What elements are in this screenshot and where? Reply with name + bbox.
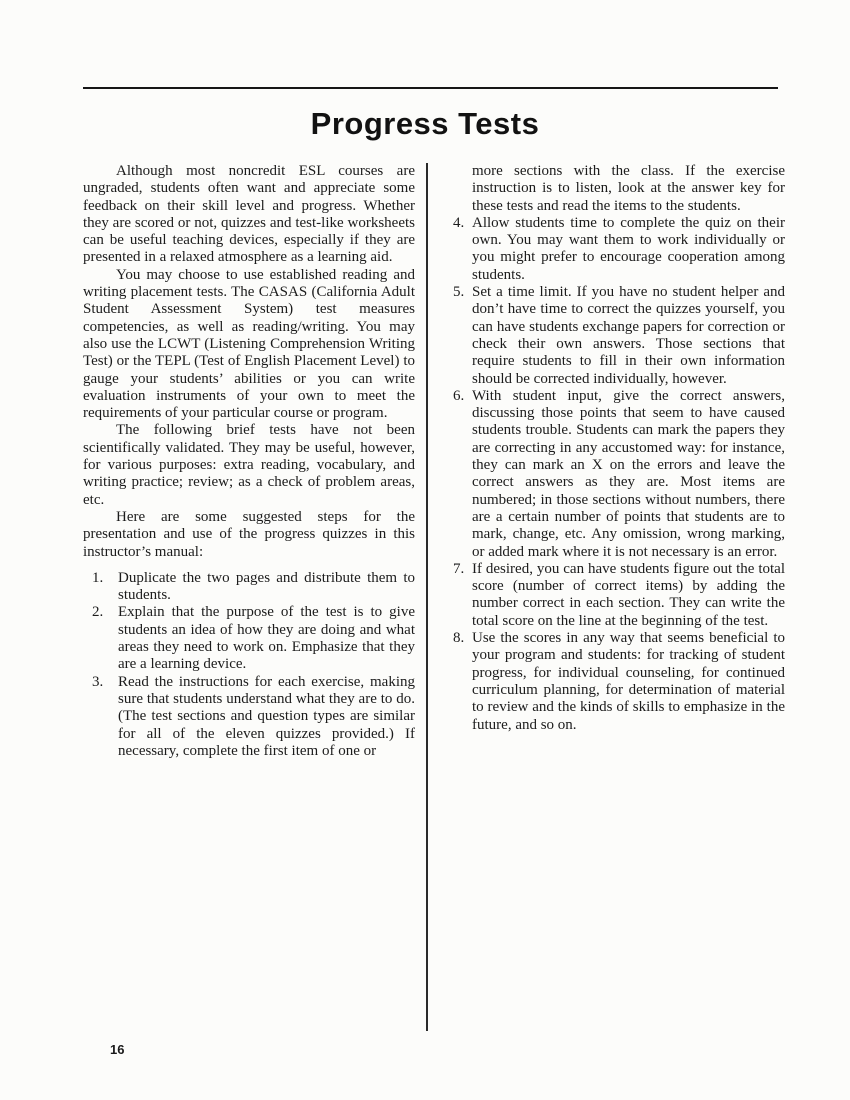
paragraph-intro: Although most noncredit ESL courses are ungraded, students often want and appreciate some feedback on their skill level and progress. Whether they are scored or not, quizzes and test-like worksheets can be useful teaching devices, especially if they are presented in a relaxed atmosphere as a learning aid.: [83, 163, 415, 266]
steps-list-left: [83, 570, 415, 760]
list-item-text: With student input, give the correct answers, discussing those points that seem to have caused students trouble. Students can mark the papers they are correcting in any accustomed way: for instance, they can mark an X on the errors and leave the correct answers as they are. Most items are numbered; in those sections without numbers, there are a certain number of points that students are to mark, change, etc. Any omission, wrong marking, or added mark where it is not necessary is an error.: [472, 387, 785, 560]
list-item-text: Explain that the purpose of the test is to give students an idea of how they are doing and what areas they need to work on. Emphasize that they are a learning device.: [118, 604, 415, 673]
list-item-number: 8.: [453, 630, 465, 647]
list-item: [445, 284, 785, 388]
list-item-number: 6.: [453, 387, 465, 404]
column-divider-rule: [426, 163, 428, 1031]
list-item: [445, 561, 785, 630]
list-item-text: Duplicate the two pages and distribute them to students.: [118, 569, 415, 604]
paragraph-brief-tests: The following brief tests have not been scientifically validated. They may be useful, however, for various purposes: extra reading, vocabulary, and writing practice; review; as a check of problem areas, etc.: [83, 422, 415, 508]
list-item-text: If desired, you can have students figure out the total score (number of correct items) by adding the number correct in each section. They can write the total score on the line at the beginning of the test.: [472, 560, 785, 629]
list-item: [83, 604, 415, 673]
list-item: [445, 630, 785, 734]
list-item-number: 7.: [453, 560, 465, 577]
list-item-text: Allow students time to complete the quiz on their own. You may want them to work individually or you might prefer to encourage cooperation among students.: [472, 214, 785, 283]
list-item-number: 1.: [92, 569, 104, 586]
list-item-text: Read the instructions for each exercise, making sure that students understand what they are to do. (The test sections and question types are similar for all of the eleven quizzes provided.) If necessary, complete the first item of one or: [118, 673, 415, 759]
steps-list-right: [445, 215, 785, 734]
list-item-number: 2.: [92, 604, 104, 621]
page-number: 16: [110, 1042, 125, 1057]
list-item: [83, 674, 415, 760]
list-item-text: Use the scores in any way that seems beneficial to your program and students: for tracking of student progress, for individual counseling, for continued curriculum planning, for determination of material to review and the kinds of skills to emphasize in the future, and so on.: [472, 630, 785, 733]
page-title: Progress Tests: [310, 106, 540, 141]
paragraph-placement-tests: You may choose to use established reading and writing placement tests. The CASAS (California Adult Student Assessment System) test measures competencies, as well as reading/writing. You may also use the LCWT (Listening Comprehension Writing Test) or the TEPL (Test of English Placement Level) to gauge your students’ abilities or you can write evaluation instruments of your own to meet the requirements of your particular course or program.: [83, 266, 415, 422]
left-column: [83, 163, 415, 760]
right-column: [445, 163, 785, 734]
list-item-number: 3.: [92, 673, 104, 690]
list-item: [445, 388, 785, 561]
list-item: [445, 215, 785, 284]
paragraph-suggested-steps: Here are some suggested steps for the presentation and use of the progress quizzes in this instructor’s manual:: [83, 508, 415, 560]
list-item: [83, 570, 415, 605]
list-item-3-continuation: more sections with the class. If the exercise instruction is to listen, look at the answer key for these tests and read the items to the students.: [472, 163, 785, 214]
header-rule: [83, 87, 778, 89]
list-item-text: Set a time limit. If you have no student helper and don’t have time to correct the quizzes yourself, you can have students exchange papers for correction or check their own answers. Those sections that require students to fill in their own information should be corrected individually, however.: [472, 284, 785, 387]
list-item-number: 5.: [453, 284, 465, 301]
list-item-number: 4.: [453, 214, 465, 231]
